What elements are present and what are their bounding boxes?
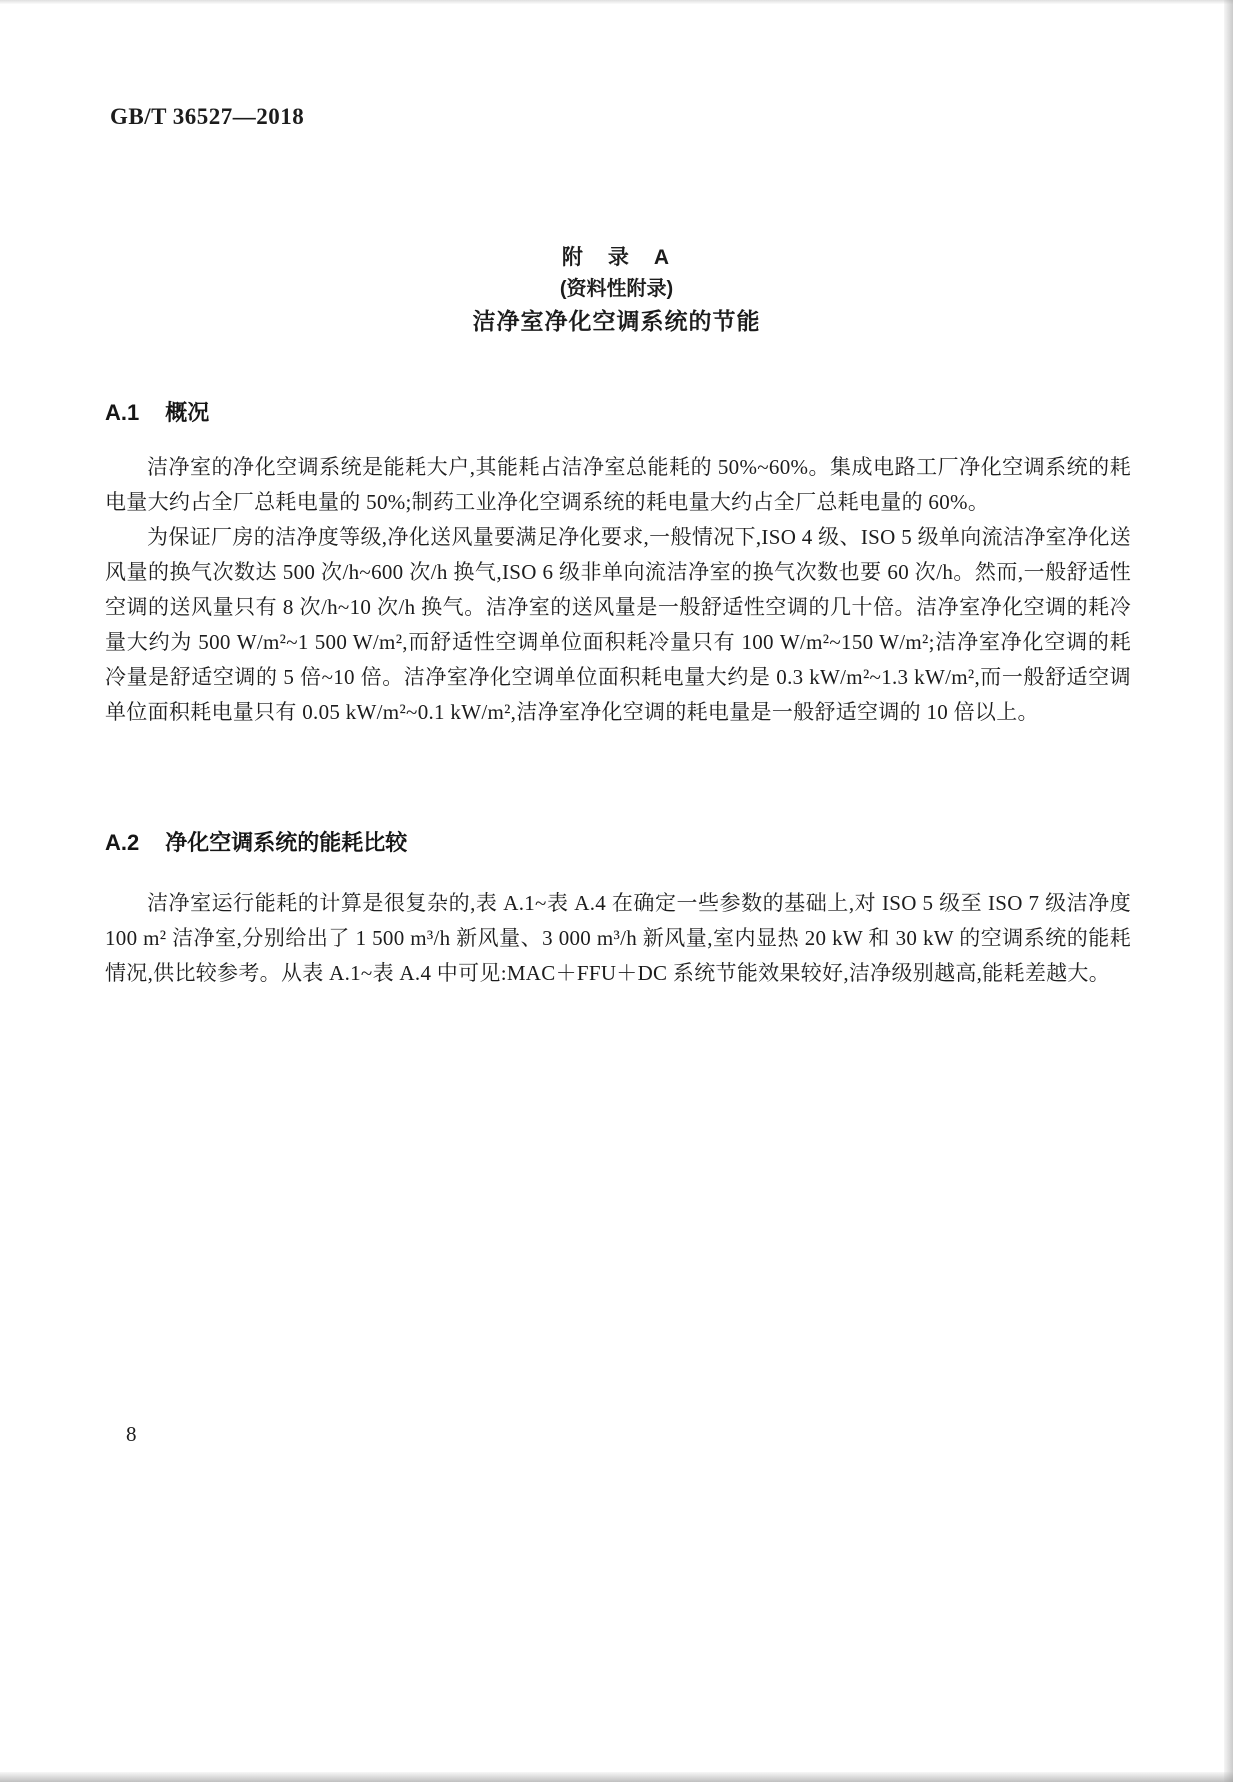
section-a2-title: 净化空调系统的能耗比较 [165, 830, 408, 855]
section-a1-title: 概况 [165, 400, 210, 425]
section-a1-number: A.1 [105, 400, 140, 425]
appendix-name: 洁净室净化空调系统的节能 [472, 308, 761, 334]
page-number: 8 [126, 1422, 137, 1446]
section-a2-body [105, 886, 1131, 991]
section-a2-paragraph-1: 洁净室运行能耗的计算是很复杂的,表 A.1~表 A.4 在确定一些参数的基础上,对 ISO 5 级至 ISO 7 级洁净度 100 m² 洁净室,分别给出了 1 500 m³/h 新风量、3 000 m³/h 新风量,室内显热 20 kW 和 30 kW 的空调系统的能耗情况,供比较参考。从表 A.1~表 A.4 中可见:MAC＋FFU＋DC 系统节能效果较好,洁净级别越高,能耗差越大。 [105, 891, 1131, 985]
scan-edge-bottom [0, 1772, 1233, 1782]
scan-edge-top [0, 0, 1233, 4]
appendix-subtitle: (资料性附录) [559, 278, 674, 300]
section-a1-heading [105, 396, 1130, 427]
standard-code-header: GB/T 36527—2018 [110, 104, 305, 129]
appendix-title: 附 录 A [561, 246, 672, 269]
section-a1-paragraph-2: 为保证厂房的洁净度等级,净化送风量要满足净化要求,一般情况下,ISO 4 级、ISO 5 级单向流洁净室净化送风量的换气次数达 500 次/h~600 次/h 换气,ISO 6 级非单向流洁净室的换气次数也要 60 次/h。然而,一般舒适性空调的送风量只有 8 次/h~10 次/h 换气。洁净室的送风量是一般舒适性空调的几十倍。洁净室净化空调的耗冷量大约为 500 W/m²~1 500 W/m²,而舒适性空调单位面积耗冷量只有 100 W/m²~150 W/m²;洁净室净化空调的耗冷量是舒适空调的 5 倍~10 倍。洁净室净化空调单位面积耗电量大约是 0.3 kW/m²~1.3 kW/m²,而一般舒适空调单位面积耗电量只有 0.05 kW/m²~0.1 kW/m²,洁净室净化空调的耗电量是一般舒适空调的 10 倍以上。 [105, 525, 1131, 724]
appendix-heading-block [0, 242, 1233, 338]
section-a2-heading [105, 826, 1130, 857]
section-a1-paragraph-1: 洁净室的净化空调系统是能耗大户,其能耗占洁净室总能耗的 50%~60%。集成电路工厂净化空调系统的耗电量大约占全厂总耗电量的 50%;制药工业净化空调系统的耗电量大约占全厂总耗电量的 60%。 [105, 455, 1131, 514]
section-a1-body [105, 450, 1131, 730]
section-a2-number: A.2 [105, 830, 140, 855]
